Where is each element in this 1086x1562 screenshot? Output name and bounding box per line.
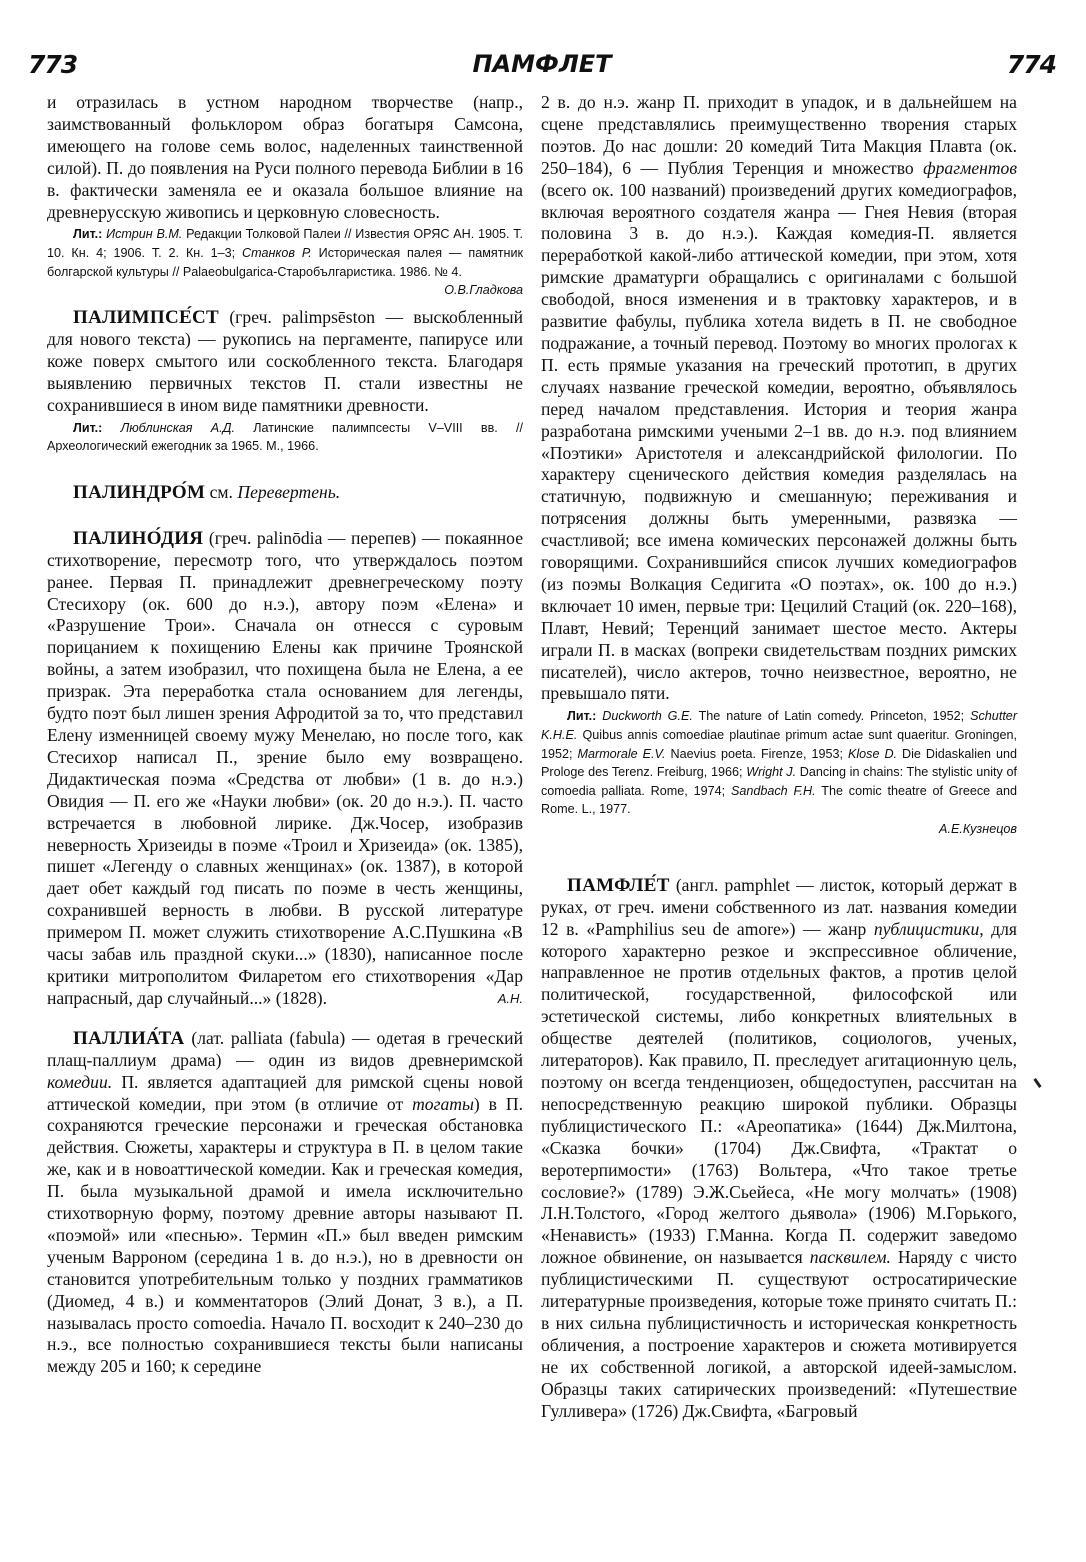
lit-label: Лит.: xyxy=(73,227,103,242)
lit-text: Историческая палея — памятник болгарской культуры // Palaeobulgarica-Старобългаристика. 1986. № 4. xyxy=(47,246,523,279)
page-number-right: 774 xyxy=(1006,50,1056,79)
lit-author: Люблинская А.Д. xyxy=(120,420,235,435)
page-number-left: 773 xyxy=(28,50,78,79)
lit-author: Sandbach F.H. xyxy=(730,783,816,798)
entry-text: Наряду с чисто публицистическими П. существуют остросатирические литературные произведения, которые тоже принято считать П.: в них сильна публицистичность и историческая конкретность обличения, а построение характеров и сюжета мотивируется не их собственной логикой, а авторской идеей-замыслом. Образцы таких сатирических произведений: «Путешествие Гулливера» (1726) Дж.Свифта, «Багровый xyxy=(541,1247,1017,1421)
running-title: ПАМФЛЕТ xyxy=(472,50,612,78)
bibliography xyxy=(541,707,1017,819)
lit-text: The nature of Latin comedy. Princeton, 1952; xyxy=(698,709,965,724)
lit-author: Истрин В.М. xyxy=(106,227,183,242)
lit-text: Dancing in chains: The stylistic unity of comoedia palliata. Rome, 1974; xyxy=(541,765,1018,798)
lit-text: Die Didaskalien und Prologe des Terenz. Freiburg, 1966; xyxy=(541,746,1018,780)
headword: ПАЛИНДРО́М xyxy=(73,481,206,503)
lit-author: Wright J. xyxy=(746,765,797,780)
entry-pamphlet xyxy=(541,875,1017,1423)
bibliography xyxy=(47,419,523,456)
lit-author: Duckworth G.E. xyxy=(602,709,693,724)
continued-text: и отразилась в устном народном творчестве (напр., заимствованный фольклором образ богатыря Самсона, имеющего на голове семь волос, наделенных таинственной силой). П. до появления на Руси полного перевода Библии в 16 в. фактически заменяла ее и оказала большое влияние на древнерусскую живопись и церковную словесность. xyxy=(47,92,523,222)
entry-text: для которого характерно резкое и экспрессивное обличение, направленное не против отдельных фактов, а против целой политической, государственной, философской или эстетической системы, либо конкретных влиятельных в обществе деятелей (политиков, социологов, ученых, литераторов). Как правило, П. преследует агитационную цель, поэтому он всегда тенденциозен, общедоступен, рассчитан на непосредственную реакцию широкой публики. Образцы публицистического П.: «Ареопатика» (1644) Дж.Милтона, «Сказка бочки» (1704) Дж.Свифта, «Трактат о веротерпимости» (1763) Вольтера, «Что такое третье сословие?» (1789) Э.Ж.Сьейеса, «Не могу молчать» (1908) Л.Н.Толстого, «Город желтого дьявола» (1906) М.Горького, «Ненависть» (1933) Г.Манна. Когда П. содержит заведомо ложное обвинение, он называется xyxy=(541,918,1017,1268)
entry-palliata xyxy=(47,1028,523,1379)
headword: ПАЛИНО́ДИЯ xyxy=(73,527,204,549)
lit-author: Schutter K.H.E. xyxy=(541,709,1018,742)
entry-palindrome xyxy=(47,482,523,504)
lit-author: Marmorale E.V. xyxy=(577,746,666,761)
entry-text: (греч. palimpsēston — выскобленный для нового текста) — рукопись на пергаменте, папирусе или коже поверх смытого или соскобленного текста. Благодаря выявлению первичных текстов П. стали известны не сохранившиеся в ином виде памятники древности. xyxy=(47,307,523,415)
continued-text xyxy=(541,92,1017,705)
article-author: А.Е.Кузнецов xyxy=(939,821,1017,836)
stray-mark xyxy=(1033,1078,1041,1088)
see-label: см. xyxy=(209,481,233,502)
right-column xyxy=(541,92,1017,1423)
article-author: О.В.Гладкова xyxy=(444,283,523,298)
bibliography xyxy=(47,225,524,298)
cross-reference: Перевертень. xyxy=(237,481,341,502)
left-column xyxy=(47,92,523,1378)
cross-reference: комедии. xyxy=(47,1071,113,1092)
headword: ПАМФЛЕ́Т xyxy=(567,874,670,896)
entry-text: (англ. pamphlet — листок, который держат в руках, от греч. имени собственного из лат. названия комедии 12 в. «Pamphilius seu de amore») — жанр xyxy=(541,874,1018,939)
entry-palinode xyxy=(47,528,523,1010)
lit-author: Станков Р. xyxy=(242,246,312,261)
headword: ПАЛЛИА́ТА xyxy=(73,1027,185,1049)
cross-reference: публицистики, xyxy=(873,918,984,939)
entry-text: (всего ок. 100 названий) произведений других комедиографов, включая вероятного создателя жанра — Гнея Невия (вторая половина 3 в. до н.э.). Каждая комедия-П. является переработкой какой-либо аттической комедии, при этом, хотя римские драматурги обращались с оригиналами с большой свободой, внося изменения и в трактовку характеров, и в развитие фабулы, публика хотела видеть в П. не свободное подражание, а точный перевод. Поэтому во многих прологах к П. есть прямые указания на греческий прототип, в других случаях название греческой комедии, вероятно, объявлялось перед началом представления. История и теория жанра разработана римскими учеными 2–1 вв. до н.э. под влиянием «Поэтики» Аристотеля и александрийской филологии. По характеру сценического действия комедия разделялась на статичную, подвижную и смешанную; переживания и потрясения должны быть умеренными, развязка — счастливой; все имена комических персонажей должны быть говорящими. Сохранившийся список лучших комедиографов (из поэмы Волкация Седигита «О поэтах», ок. 100 до н.э.) включает 10 имен, первые три: Цецилий Стаций (ок. 220–168), Плавт, Невий; Теренций занимает шестое место. Актеры играли П. в масках (вопреки свидетельствам поздних римских писателей), число актеров, точно неизвестное, вероятно, не превышало пяти. xyxy=(541,179,1017,704)
lit-text: Латинские палимпсесты V–VIII вв. // Археологический ежегодник за 1965. М., 1966. xyxy=(47,420,524,454)
cross-reference: пасквилем. xyxy=(809,1247,891,1268)
entry-text: ) в П. сохраняются греческие персонажи и греческая обстановка действия. Сюжеты, характеры и структура в П. в целом такие же, как и в новоаттической комедии. Как и греческая комедия, П. была музыкальной драмой и имела исключительно стихотворную форму, поэтому древние авторы называют П. «поэмой» или «песнью». Термин «П.» был введен римским ученым Варроном (середина 1 в. до н.э.), но в древности он становится употребительным только у поздних грамматиков (Диомед, 4 в.) и комментаторов (Элий Донат, 3 в.), а П. называлась просто comoedia. Начало П. восходит к 240–230 до н.э., все полностью сохранившиеся тексты были написаны между 205 и 160; к середине xyxy=(47,1093,523,1377)
lit-text: The comic theatre of Greece and Rome. L., 1977. xyxy=(541,783,1018,817)
running-header xyxy=(28,50,1056,84)
lit-label: Лит.: xyxy=(73,420,103,435)
lit-text: Quibus annis comoediae plautinae primum actae sunt quaeritur. Groningen, 1952; xyxy=(541,727,1018,761)
lit-text: Naevius poeta. Firenze, 1953; xyxy=(670,746,843,761)
article-author: А.Н. xyxy=(497,990,523,1006)
entry-text: 2 в. до н.э. жанр П. приходит в упадок, и в дальнейшем на сцене представлялись преимущественно творения старых поэтов. До нас дошли: 20 комедий Тита Макция Плавта (ок. 250–184), 6 — Публия Теренция и множество xyxy=(541,92,1017,178)
headword: ПАЛИМПСЕ́СТ xyxy=(73,307,219,329)
cross-reference: тогаты xyxy=(412,1093,474,1114)
entry-palimpsest xyxy=(47,307,523,417)
cross-reference: фрагментов xyxy=(923,157,1017,178)
entry-text: П. является адаптацией для римской сцены новой аттической комедии, при этом (в отличие от xyxy=(47,1071,523,1114)
lit-text: Редакции Толковой Палеи // Известия ОРЯС АН. 1905. Т. 10. Кн. 4; 1906. Т. 2. Кн. 1–3; xyxy=(47,227,524,261)
lit-author: Klose D. xyxy=(847,746,898,761)
entry-text: (лат. palliata (fabula) — одетая в греческий плащ-паллиум драма) — один из видов древнеримской xyxy=(47,1027,523,1070)
entry-text: (греч. palinōdia — перепев) — покаянное стихотворение, пересмотр того, что утверждалось поэтом ранее. Первая П. принадлежит древнегреческому поэту Стесихору (ок. 600 до н.э.), автору поэм «Елена» и «Разрушение Трои». Сначала он отнесся с суровым порицанием к похищению Елены как причине Троянской войны, а затем изобразил, что похищена была не Елена, а ее призрак. Эта переработка стала основанием для легенды, будто поэт был лишен зрения Афродитой за то, что представил Елену изменницей своему мужу Менелаю, но после того, как Стесихор написал П., зрение было ему возвращено. Дидактическая поэма «Средства от любви» (1 в. до н.э.) Овидия — П. его же «Науки любви» (ок. 20 до н.э.). П. часто встречается в любовной лирике. Дж.Чосер, изобразив неверность Хризеиды в поэме «Троил и Хризеида» (ок. 1385), пишет «Легенду о славных женщинах» (ок. 1387), в которой дает обет каждый год писать по поэме в честь женщины, сохранившей верность в любви. В русской литературе примером П. может служить стихотворение А.С.Пушкина «В часы забав иль праздной скуки...» (1830), написанное после критики митрополитом Филаретом его стихотворения «Дар напрасный, дар случайный...» (1828). xyxy=(47,527,523,1008)
lit-label: Лит.: xyxy=(567,709,597,724)
